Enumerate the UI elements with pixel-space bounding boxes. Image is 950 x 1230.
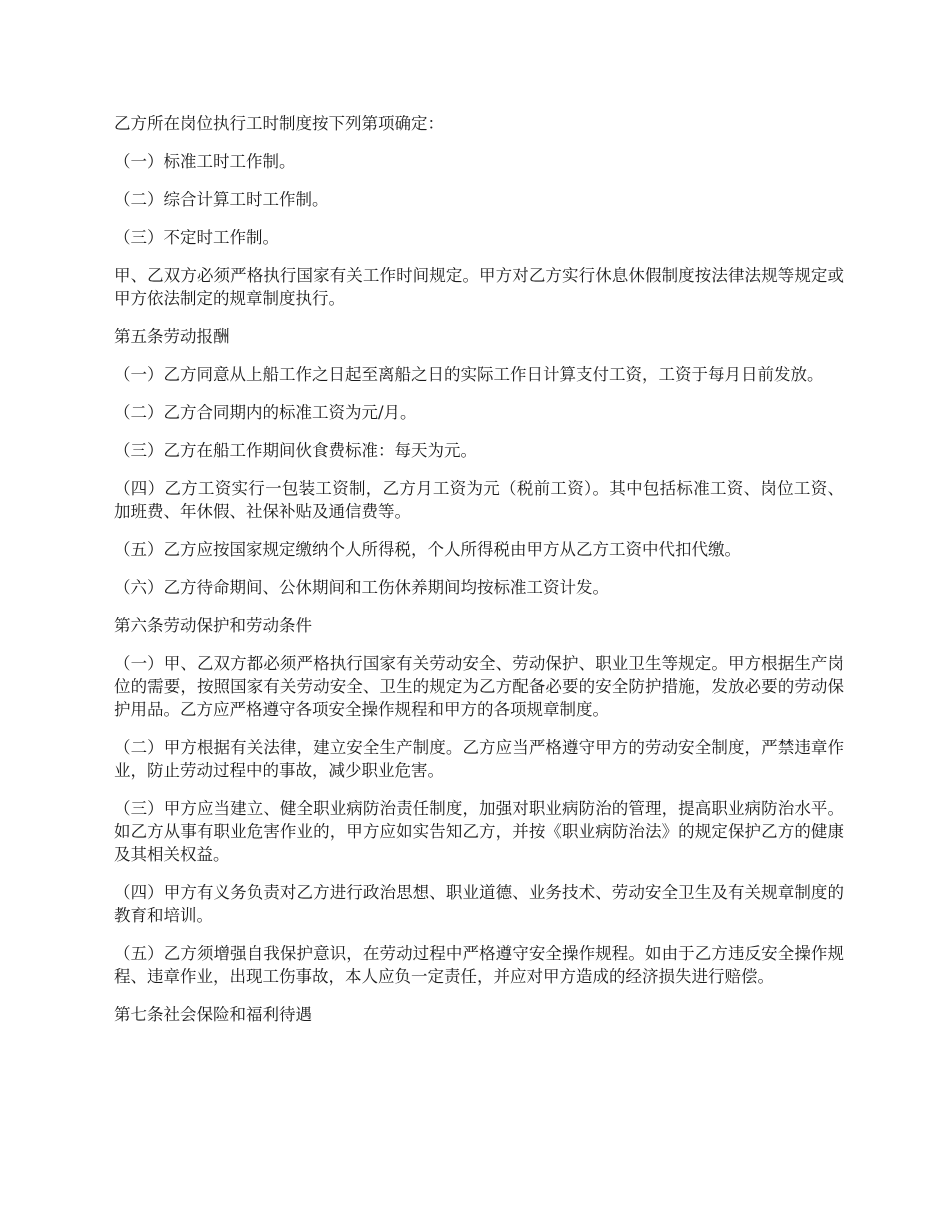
list-item: （二）乙方合同期内的标准工资为元/月。 [114,403,417,422]
list-item: （一）乙方同意从上船工作之日起至离船之日的实际工作日计算支付工资，工资于每月日前发放。 [114,365,824,384]
section-heading: 第七条社会保险和福利待遇 [114,1005,312,1024]
paragraph-body: 甲、乙双方必须严格执行国家有关工作时间规定。甲方对乙方实行休息休假制度按法律法规等规定或甲方依法制定的规章制度执行。 [114,266,844,308]
section-heading: 第六条劳动保护和劳动条件 [114,616,312,635]
list-item: （二）甲方根据有关法律，建立安全生产制度。乙方应当严格遵守甲方的劳动安全制度，严禁违章作业，防止劳动过程中的事故，减少职业危害。 [114,738,844,780]
list-item: （六）乙方待命期间、公休期间和工伤休养期间均按标准工资计发。 [114,578,609,597]
list-item: （一）甲、乙双方都必须严格执行国家有关劳动安全、劳动保护、职业卫生等规定。甲方根据生产岗位的需要，按照国家有关劳动安全、卫生的规定为乙方配备必要的安全防护措施，发放必要的劳动保护用品。乙方应严格遵守各项安全操作规程和甲方的各项规章制度。 [114,654,844,719]
document-page [114,112,844,1041]
list-item: （四）乙方工资实行一包装工资制，乙方月工资为元（税前工资）。其中包括标准工资、岗位工资、加班费、年休假、社保补贴及通信费等。 [114,479,844,521]
list-item: （二）综合计算工时工作制。 [114,190,329,209]
list-item: （三）甲方应当建立、健全职业病防治责任制度，加强对职业病防治的管理，提高职业病防治水平。如乙方从事有职业危害作业的，甲方应如实告知乙方，并按《职业病防治法》的规定保护乙方的健康及其相关权益。 [114,799,844,864]
list-item: （一）标准工时工作制。 [114,152,296,171]
section-heading: 第五条劳动报酬 [114,327,230,346]
list-item: （五）乙方须增强自我保护意识，在劳动过程中严格遵守安全操作规程。如由于乙方违反安全操作规程、违章作业，出现工伤事故，本人应负一定责任，并应对甲方造成的经济损失进行赔偿。 [114,944,844,986]
paragraph-intro: 乙方所在岗位执行工时制度按下列第项确定： [114,114,444,133]
list-item: （三）不定时工作制。 [114,228,279,247]
list-item: （四）甲方有义务负责对乙方进行政治思想、职业道德、业务技术、劳动安全卫生及有关规章制度的教育和培训。 [114,883,844,925]
list-item: （三）乙方在船工作期间伙食费标准：每天为元。 [114,441,477,460]
list-item: （五）乙方应按国家规定缴纳个人所得税，个人所得税由甲方从乙方工资中代扣代缴。 [114,540,741,559]
